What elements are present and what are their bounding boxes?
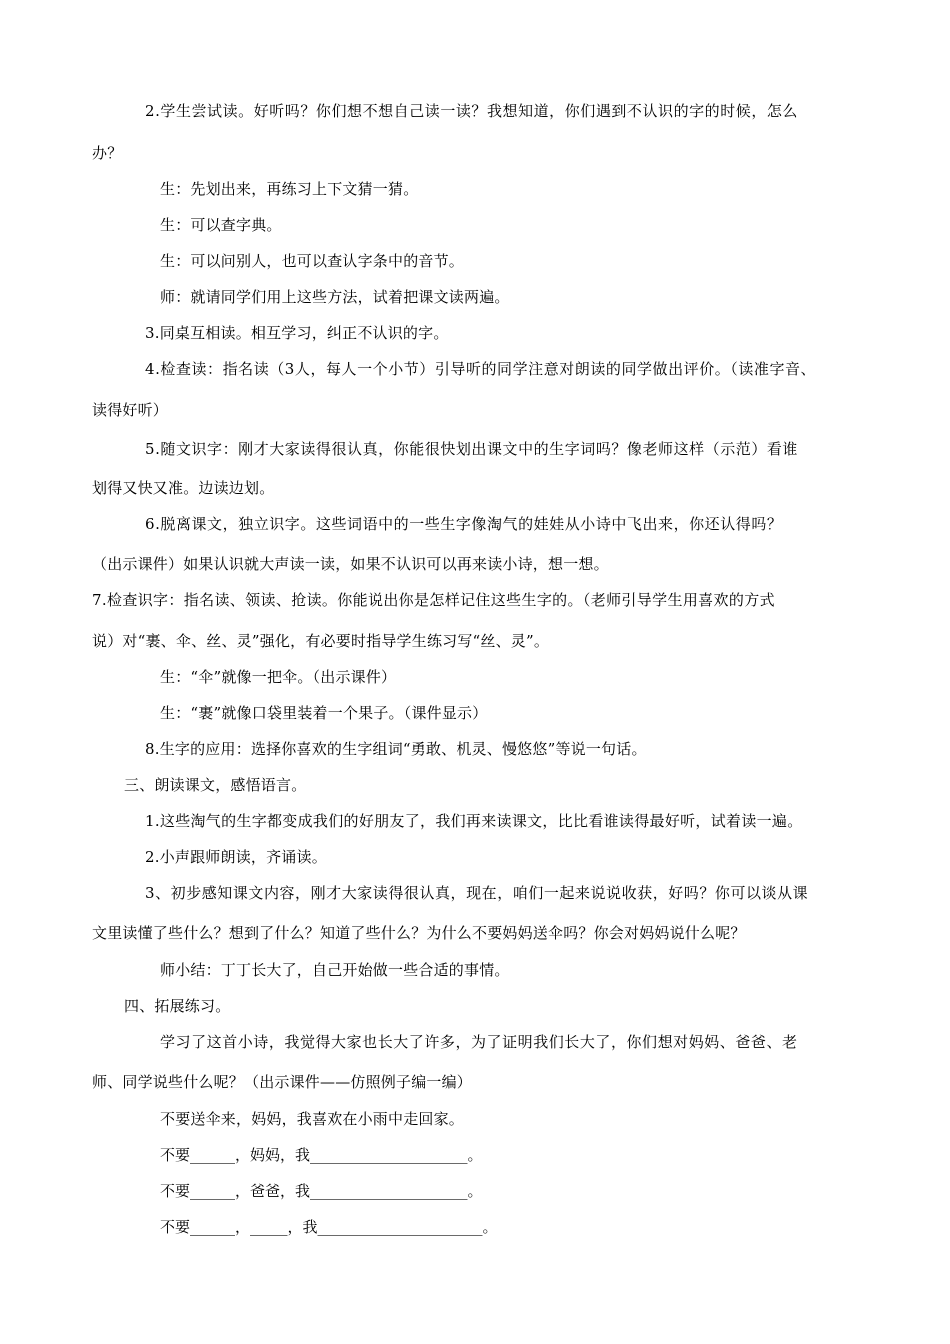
paragraph-line: 文里读懂了些什么？想到了什么？知道了些什么？为什么不要妈妈送伞吗？你会对妈妈说什么呢？ bbox=[92, 924, 746, 942]
paragraph-line: 生：“裹”就像口袋里装着一个果子。（课件显示） bbox=[160, 704, 488, 722]
paragraph-line: 2.学生尝试读。好听吗？你们想不想自己读一读？我想知道，你们遇到不认识的字的时候，怎么 bbox=[145, 102, 798, 120]
paragraph-line: 生：先划出来，再练习上下文猜一猜。 bbox=[160, 180, 419, 198]
paragraph-line: 生：可以问别人，也可以查认字条中的音节。 bbox=[160, 252, 465, 270]
paragraph-line: 6.脱离课文，独立识字。这些词语中的一些生字像淘气的娃娃从小诗中飞出来，你还认得吗？ bbox=[145, 515, 783, 533]
paragraph-line: 3.同桌互相读。相互学习，纠正不认识的字。 bbox=[145, 324, 449, 342]
fill-in-blank-line: 不要______，妈妈，我_____________________。 bbox=[160, 1146, 483, 1164]
paragraph-line: 2.小声跟师朗读，齐诵读。 bbox=[145, 848, 327, 866]
section-heading: 三、朗读课文，感悟语言。 bbox=[124, 776, 307, 794]
paragraph-line: 生：“伞”就像一把伞。（出示课件） bbox=[160, 668, 397, 686]
paragraph-line: 生：可以查字典。 bbox=[160, 216, 282, 234]
paragraph-line: 5.随文识字：刚才大家读得很认真，你能很快划出课文中的生字词吗？像老师这样（示范）看谁 bbox=[145, 440, 798, 458]
paragraph-line: 办？ bbox=[92, 144, 123, 162]
paragraph-line: 学习了这首小诗，我觉得大家也长大了许多，为了证明我们长大了，你们想对妈妈、爸爸、老 bbox=[160, 1033, 798, 1051]
paragraph-line: 师：就请同学们用上这些方法，试着把课文读两遍。 bbox=[160, 288, 510, 306]
paragraph-line: 3、初步感知课文内容，刚才大家读得很认真，现在，咱们一起来说说收获，好吗？你可以谈从课 bbox=[145, 884, 809, 902]
paragraph-line: 8.生字的应用：选择你喜欢的生字组词“勇敢、机灵、慢悠悠”等说一句话。 bbox=[145, 740, 647, 758]
example-sentence: 不要送伞来，妈妈，我喜欢在小雨中走回家。 bbox=[160, 1110, 465, 1128]
paragraph-line: 说）对“裹、伞、丝、灵”强化，有必要时指导学生练习写“丝、灵”。 bbox=[92, 632, 550, 650]
fill-in-blank-line: 不要______，_____，我______________________。 bbox=[160, 1218, 498, 1236]
paragraph-line: 1.这些淘气的生字都变成我们的好朋友了，我们再来读课文，比比看谁读得最好听，试着读一遍。 bbox=[145, 812, 803, 830]
section-heading: 四、拓展练习。 bbox=[124, 997, 231, 1015]
paragraph-line: （出示课件）如果认识就大声读一读，如果不认识可以再来读小诗，想一想。 bbox=[92, 555, 609, 573]
paragraph-line: 师小结：丁丁长大了，自己开始做一些合适的事情。 bbox=[160, 961, 510, 979]
paragraph-line: 4.检查读：指名读（3人，每人一个小节）引导听的同学注意对朗读的同学做出评价。（读准字音、 bbox=[145, 360, 817, 378]
paragraph-line: 7.检查识字：指名读、领读、抢读。你能说出你是怎样记住这些生字的。（老师引导学生用喜欢的方式 bbox=[92, 591, 775, 609]
fill-in-blank-line: 不要______，爸爸，我_____________________。 bbox=[160, 1182, 483, 1200]
paragraph-line: 划得又快又准。边读边划。 bbox=[92, 479, 275, 497]
paragraph-line: 读得好听） bbox=[92, 401, 169, 419]
paragraph-line: 师、同学说些什么呢？（出示课件——仿照例子编一编） bbox=[92, 1073, 473, 1091]
